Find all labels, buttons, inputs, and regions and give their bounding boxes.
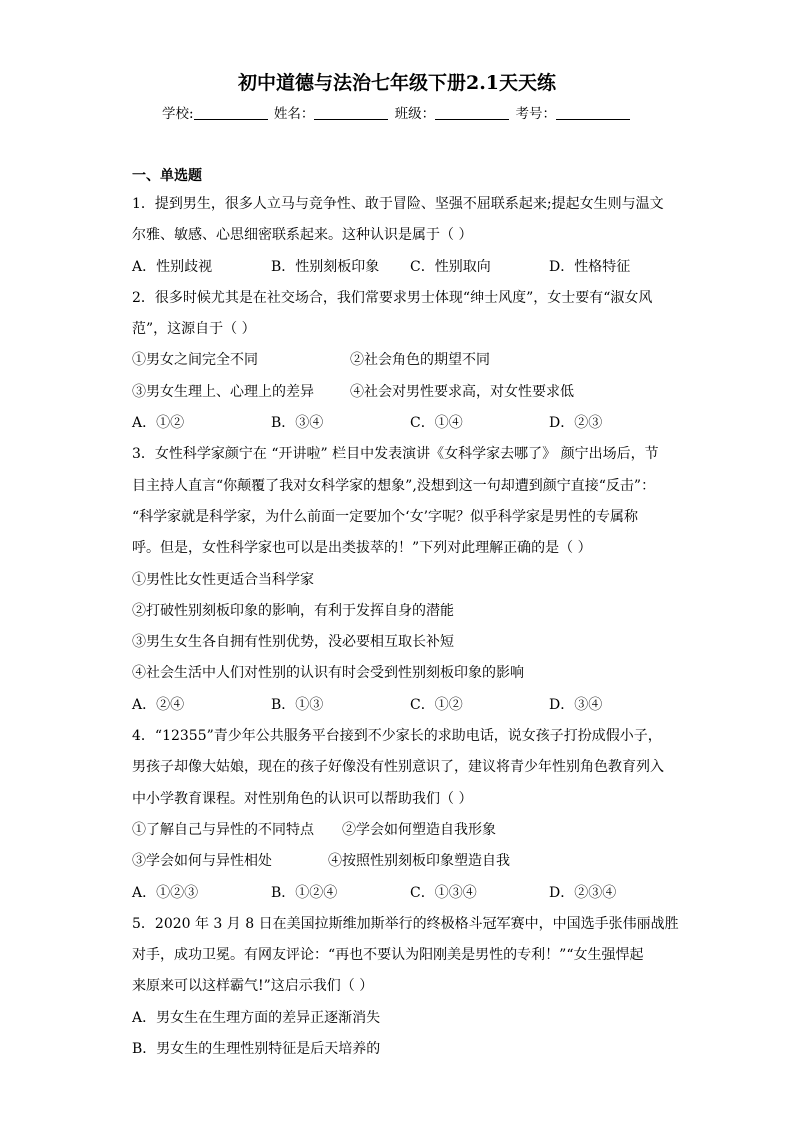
question-3-statement-2: ②打破性别刻板印象的影响，有利于发挥自身的潜能 <box>132 602 454 619</box>
question-2-options <box>132 408 672 439</box>
question-5-line-3: 来原来可以这样霸气!”这启示我们（ ） <box>132 978 374 995</box>
question-3-option-a[interactable]: A．②④ <box>132 696 185 713</box>
class-label: 班级： <box>394 106 436 122</box>
question-2-line-1: 2．很多时候尤其是在社交场合，我们常要求男士体现“绅士风度”，女士要有“淑女风 <box>132 289 653 306</box>
question-3-option-d[interactable]: D．③④ <box>549 696 603 713</box>
question-2-statement-3: ③男女生理上、心理上的差异 <box>132 383 314 400</box>
question-2-line-2: 范”，这源自于（ ） <box>132 321 256 338</box>
name-label: 姓名： <box>273 106 315 122</box>
question-3-option-b[interactable]: B．①③ <box>271 696 324 713</box>
school-blank[interactable] <box>194 107 268 120</box>
question-4-option-a[interactable]: A．①②③ <box>132 884 199 901</box>
question-2-statement-4: ④社会对男性要求高，对女性要求低 <box>350 383 574 400</box>
question-4-line-3: 中小学教育课程。对性别角色的认识可以帮助我们（ ） <box>132 790 473 807</box>
question-4-line-2: 男孩子却像大姑娘，现在的孩子好像没有性别意识了，建议将青少年性别角色教育列入 <box>132 759 664 776</box>
question-2-statement-2: ②社会角色的期望不同 <box>350 352 490 369</box>
question-4-option-d[interactable]: D．②③④ <box>549 884 617 901</box>
question-4-statement-3: ③学会如何与异性相处 <box>132 853 272 870</box>
question-2-statements-row-2 <box>132 377 672 408</box>
question-3-line-1: 3．女性科学家颜宁在 “开讲啦” 栏目中发表演讲《女科学家去哪了》 颜宁出场后，节 <box>132 446 659 463</box>
question-4-options <box>132 878 672 909</box>
question-3-line-3: “科学家就是科学家，为什么前面一定要加个‘女’字呢？似乎科学家是男性的专属称 <box>132 508 639 525</box>
question-4-statements-row-2 <box>132 846 672 877</box>
question-1-option-b[interactable]: B．性别刻板印象 <box>271 258 380 275</box>
question-5-option-b[interactable]: B．男女生的生理性别特征是后天培养的 <box>132 1041 381 1058</box>
question-1-option-c[interactable]: C．性别取向 <box>410 258 491 275</box>
question-5-line-2: 对手，成功卫冕。有网友评论：“再也不要认为阳刚美是男性的专利！”“女生强悍起 <box>132 947 644 964</box>
question-4-statement-2: ②学会如何塑造自我形象 <box>342 821 496 838</box>
question-3-line-2: 目主持人直言“你颠覆了我对女科学家的想象”,没想到这一句却遭到颜宁直接“反击”： <box>132 477 656 494</box>
question-4-statement-4: ④按照性别刻板印象塑造自我 <box>328 853 510 870</box>
question-1-option-d[interactable]: D．性格特征 <box>549 258 631 275</box>
exam-number-blank[interactable] <box>556 107 630 120</box>
question-2-option-d[interactable]: D．②③ <box>549 415 603 432</box>
question-4-option-b[interactable]: B．①②④ <box>271 884 338 901</box>
question-2-statement-1: ①男女之间完全不同 <box>132 352 258 369</box>
question-2-option-a[interactable]: A．①② <box>132 415 185 432</box>
question-4-option-c[interactable]: C．①③④ <box>410 884 477 901</box>
question-4-statements-row-1 <box>132 815 672 846</box>
question-3-statement-1: ①男性比女性更适合当科学家 <box>132 571 314 588</box>
question-2-option-b[interactable]: B．③④ <box>271 415 324 432</box>
question-3-statement-3: ③男生女生各自拥有性别优势，没必要相互取长补短 <box>132 634 454 651</box>
section-title: 一、单选题 <box>132 168 202 184</box>
question-3-statement-4: ④社会生活中人们对性别的认识有时会受到性别刻板印象的影响 <box>132 665 524 682</box>
question-4-statement-1: ①了解自己与异性的不同特点 <box>132 821 314 838</box>
question-1-options <box>132 252 672 283</box>
school-label: 学校: <box>162 106 194 122</box>
page-title: 初中道德与法治七年级下册2.1天天练 <box>237 72 557 94</box>
questions <box>132 189 679 1065</box>
question-1-line-2: 尔雅、敏感、心思细密联系起来。这种认识是属于（ ） <box>132 227 473 244</box>
question-3-option-c[interactable]: C．①② <box>410 696 463 713</box>
question-2-option-c[interactable]: C．①④ <box>410 415 463 432</box>
question-3-options <box>132 690 672 721</box>
question-3-line-4: 呼。但是，女性科学家也可以是出类拔萃的！”下列对此理解正确的是（ ） <box>132 540 592 557</box>
question-5-line-1: 5．2020 年 3 月 8 日在美国拉斯维加斯举行的终极格斗冠军赛中，中国选手张伟丽战胜 <box>132 915 679 932</box>
question-1-option-a[interactable]: A．性别歧视 <box>132 258 213 275</box>
student-info-row <box>0 102 794 122</box>
class-blank[interactable] <box>435 107 509 120</box>
question-4-line-1: 4．“12355”青少年公共服务平台接到不少家长的求助电话，说女孩子打扮成假小子， <box>132 728 662 745</box>
question-1-line-1: 1．提到男生，很多人立马与竞争性、敢于冒险、坚强不屈联系起来;提起女生则与温文 <box>132 196 664 212</box>
question-2-statements-row-1 <box>132 345 672 376</box>
name-blank[interactable] <box>314 107 388 120</box>
question-5-option-a[interactable]: A．男女生在生理方面的差异正逐渐消失 <box>132 1009 381 1026</box>
exam-number-label: 考号： <box>515 106 556 122</box>
